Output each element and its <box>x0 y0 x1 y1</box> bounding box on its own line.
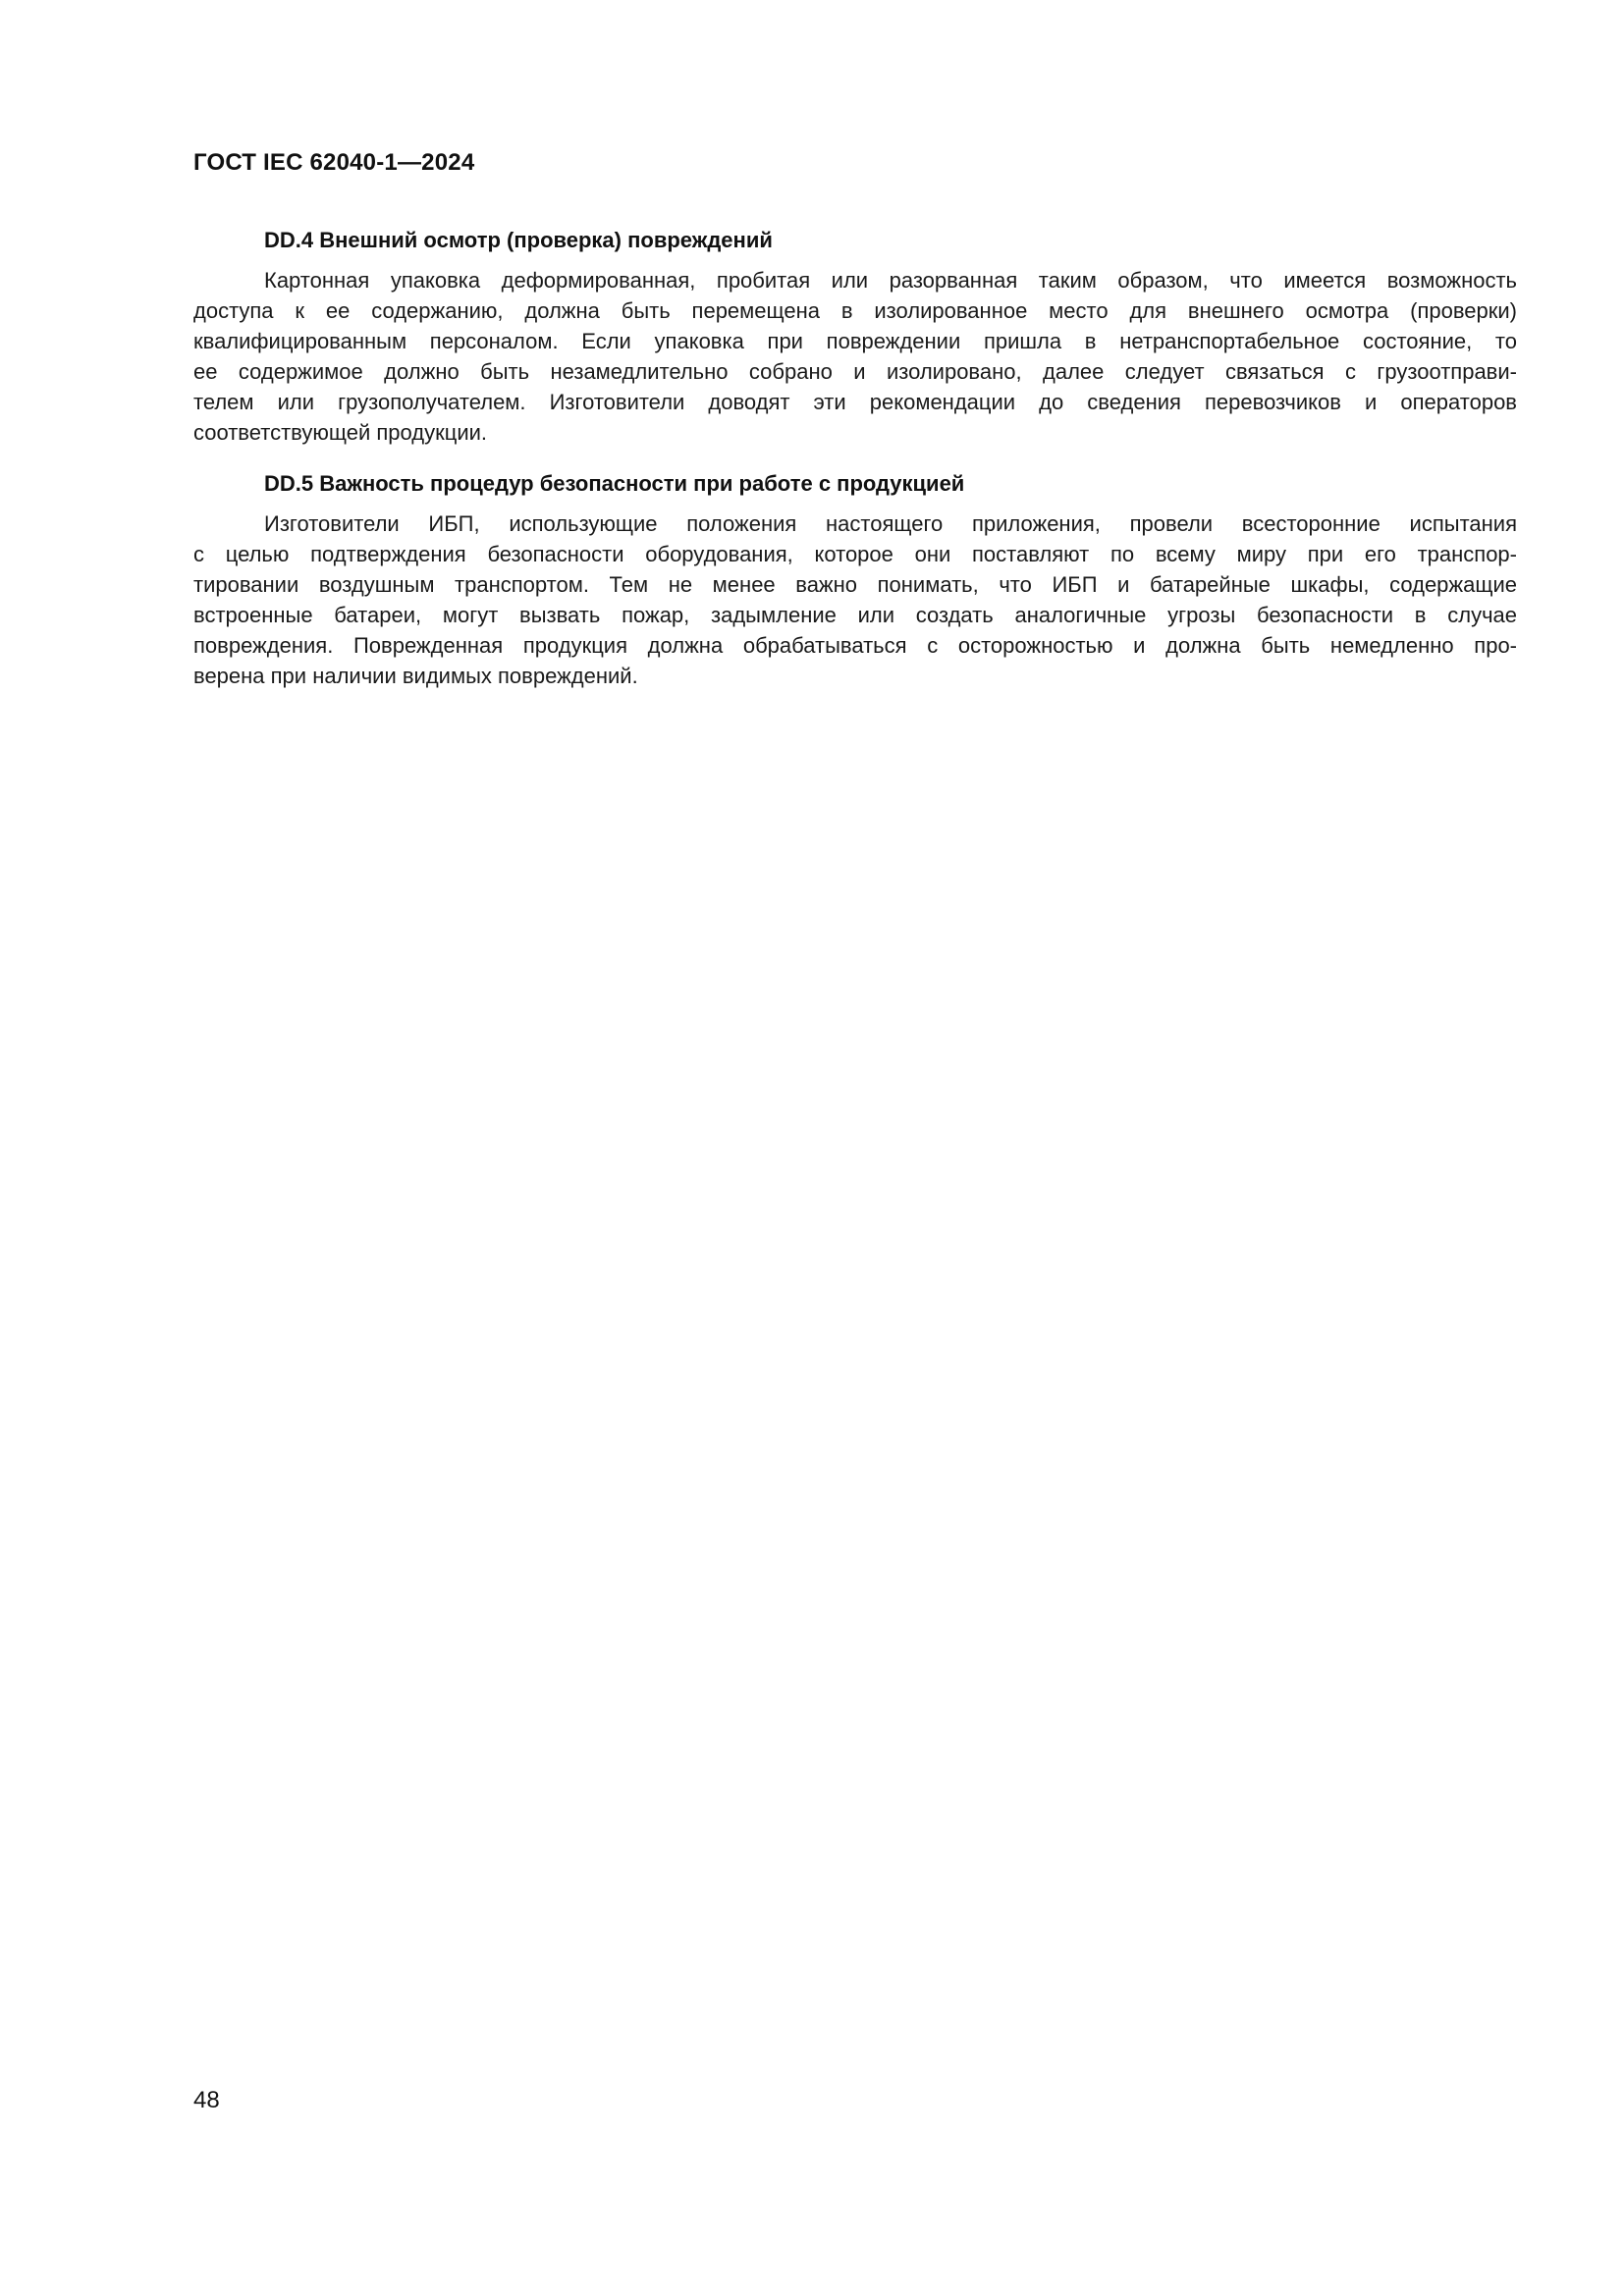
section-heading: DD.5 Важность процедур безопасности при работе с продукцией <box>264 471 965 496</box>
section-dd4 <box>193 226 1517 448</box>
paragraph-line: соответствующей продукции. <box>193 420 488 445</box>
running-header-standard-code: ГОСТ IEC 62040-1—2024 <box>193 149 475 176</box>
paragraph-line: верена при наличии видимых повреждений. <box>193 664 638 688</box>
paragraph-line: Картонная упаковка деформированная, пробитая или разорванная таким образом, что имеется возможность <box>264 268 1517 293</box>
paragraph-line: Изготовители ИБП, использующие положения настоящего приложения, провели всесторонние испытания <box>264 511 1517 536</box>
paragraph <box>193 508 1517 691</box>
paragraph-line: квалифицированным персоналом. Если упаковка при повреждении пришла в нетранспортабельное состояние, то <box>193 329 1517 353</box>
paragraph <box>193 265 1517 448</box>
section-heading: DD.4 Внешний осмотр (проверка) повреждений <box>264 228 773 252</box>
paragraph-line: встроенные батареи, могут вызвать пожар, задымление или создать аналогичные угрозы безопасности в случае <box>193 603 1517 627</box>
section-dd5 <box>193 469 1517 691</box>
paragraph-line: телем или грузополучателем. Изготовители доводят эти рекомендации до сведения перевозчиков и операторов <box>193 390 1517 414</box>
paragraph-line: с целью подтверждения безопасности оборудования, которое они поставляют по всему миру при его транспор- <box>193 542 1517 566</box>
paragraph-line: доступа к ее содержанию, должна быть перемещена в изолированное место для внешнего осмотра (проверки) <box>193 298 1517 323</box>
paragraph-line: ее содержимое должно быть незамедлительно собрано и изолировано, далее следует связаться с грузоотправи- <box>193 359 1517 384</box>
paragraph-line: тировании воздушным транспортом. Тем не менее важно понимать, что ИБП и батарейные шкафы, содержащие <box>193 572 1517 597</box>
paragraph-line: повреждения. Поврежденная продукция должна обрабатываться с осторожностью и должна быть немедленно про- <box>193 633 1517 658</box>
page-number: 48 <box>193 2087 220 2113</box>
page-content <box>193 226 1517 691</box>
